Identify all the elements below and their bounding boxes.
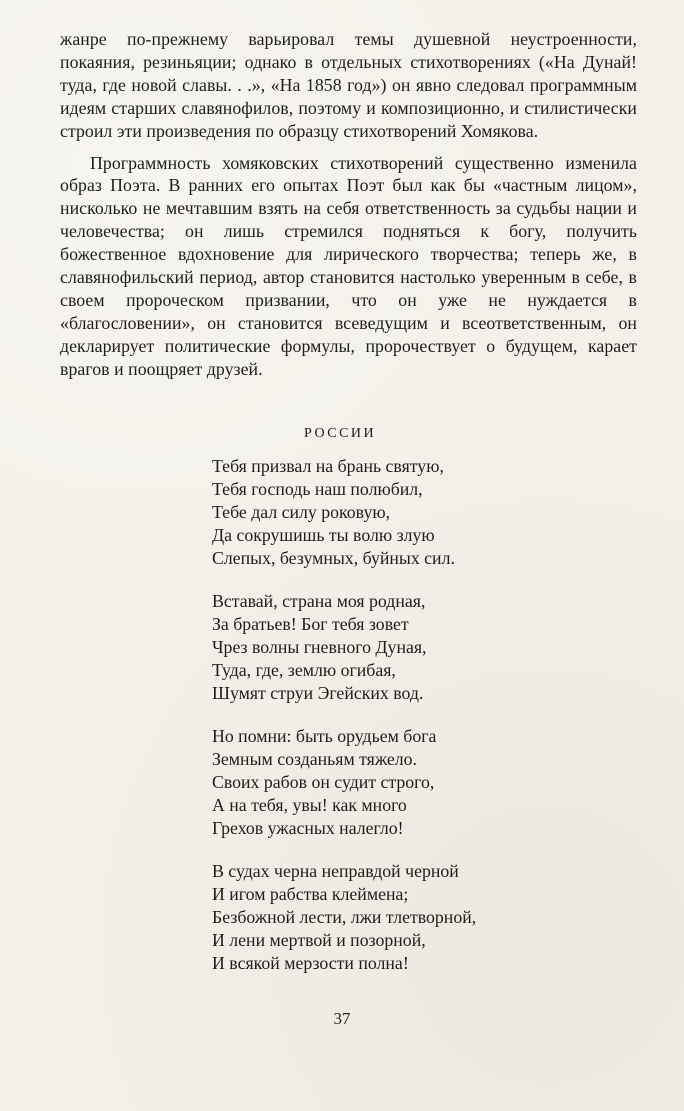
poem-stanza-1 (212, 455, 602, 570)
poem (212, 426, 602, 995)
poem-line: В судах черна неправдой черной (212, 861, 459, 881)
poem-line: Вставай, страна моя родная, (212, 591, 426, 611)
poem-line: Чрез волны гневного Дуная, (212, 637, 427, 657)
poem-line: Шумят струи Эгейских вод. (212, 683, 424, 703)
page-number: 37 (333, 1009, 351, 1028)
poem-line: За братьев! Бог тебя зовет (212, 614, 409, 634)
poem-line: И игом рабства клеймена; (212, 884, 409, 904)
poem-line: Слепых, безумных, буйных сил. (212, 548, 455, 568)
prose-paragraph-1: жанре по-прежнему варьировал темы душевной неустроенности, покаяния, резиньяции; однако в отдельных стихотворениях («На Дунай! туда, где новой славы. . .», «На 1858 год») он явно следовал программным идеям старших славянофилов, поэтому и композиционно, и стилистически строил эти произведения по образцу стихотворений Хомякова. (60, 29, 637, 141)
poem-line: Да сокрушишь ты волю злую (212, 525, 435, 545)
poem-line: Тебе дал силу роковую, (212, 502, 391, 522)
poem-line: Безбожной лести, лжи тлетворной, (212, 907, 477, 927)
poem-title: РОССИИ (304, 426, 377, 441)
poem-stanza-4 (212, 860, 602, 975)
poem-line: Но помни: быть орудьем бога (212, 726, 437, 746)
poem-line: Земным созданьям тяжело. (212, 749, 418, 769)
prose-block (60, 28, 637, 381)
poem-stanza-3 (212, 725, 602, 840)
poem-line: Тебя призвал на брань святую, (212, 456, 444, 476)
prose-paragraph-2: Программность хомяковских стихотворений существенно изменила образ Поэта. В ранних его опытах Поэт был как бы «частным лицом», нисколько не мечтавшим взять на себя ответственность за судьбы нации и человечества; он лишь стремился подняться к богу, получить божественное вдохновение для лирического творчества; теперь же, в славянофильский период, автор становится настолько уверенным в себе, в своем пророческом призвании, что он уже не нуждается в «благословении», он становится всеведущим и всеответственным, он декларирует политические формулы, пророчествует о будущем, карает врагов и поощряет друзей. (60, 152, 637, 379)
poem-line: Своих рабов он судит строго, (212, 772, 435, 792)
poem-line: Грехов ужасных налегло! (212, 818, 404, 838)
poem-line: Туда, где, землю огибая, (212, 660, 396, 680)
poem-line: И лени мертвой и позорной, (212, 930, 426, 950)
poem-line: А на тебя, увы! как много (212, 795, 407, 815)
poem-stanza-2 (212, 590, 602, 705)
poem-line: Тебя господь наш полюбил, (212, 479, 423, 499)
poem-line: И всякой мерзости полна! (212, 953, 409, 973)
